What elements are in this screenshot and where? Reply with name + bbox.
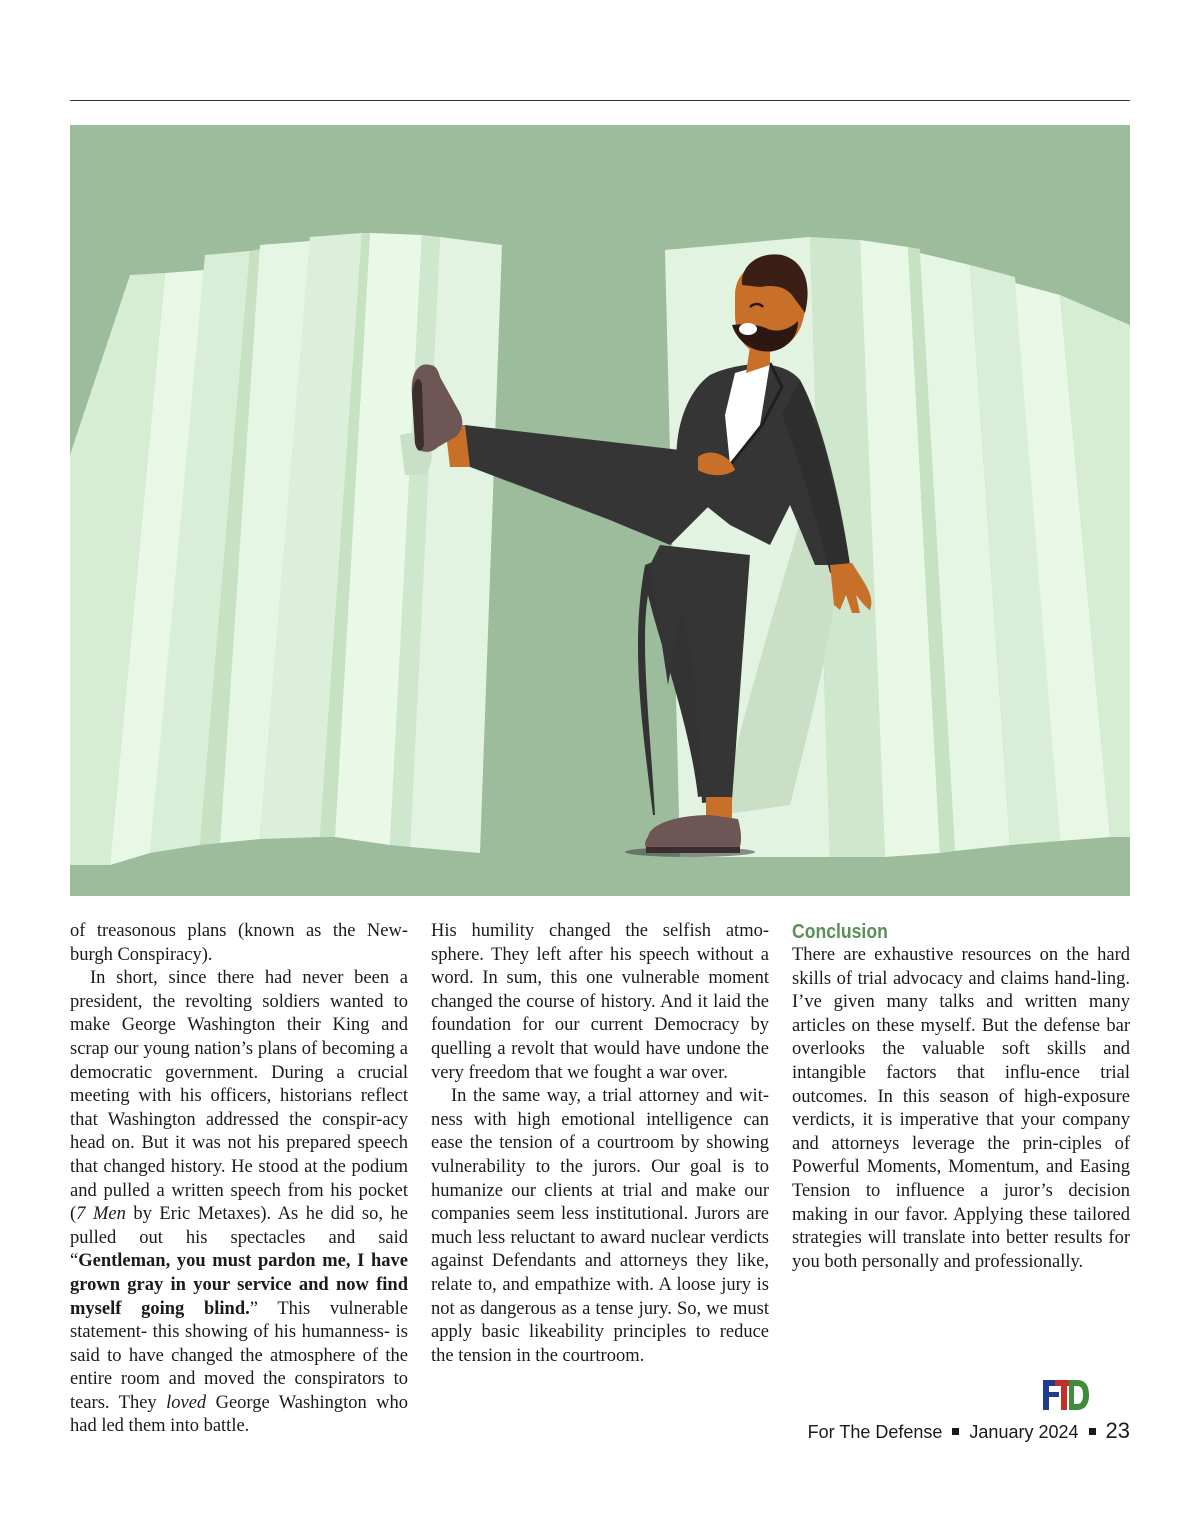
illustration-svg	[70, 125, 1130, 896]
col1-p2-text-4: George Washington who had led them into battle.	[70, 1392, 408, 1437]
col1-paragraph-1: of treasonous plans (known as the New-burgh Conspiracy).	[70, 921, 408, 965]
footer-publication: For The Defense	[807, 1422, 943, 1442]
col3-paragraph-1: There are exhaustive resources on the hard skills of trial advocacy and claims hand-ling. I’ve given many talks and written many articles on these myself. But the defense bar overlooks the valuable soft skills and intangible factors that influ-ence trial outcomes. In this season of high-exposure verdicts, it is imperative that your company and attorneys leverage the prin-ciples of Powerful Moments, Momentum, and Easing Tension to influence a juror’s decision making in our favor. Applying these tailored strategies will translate into better results for you both personally and professionally.	[792, 945, 1130, 1272]
article-illustration	[70, 125, 1130, 896]
col1-p2-book-title: 7 Men	[76, 1204, 126, 1225]
col1-p2-quote: Gentleman, you must pardon me, I have grown gray in your service and now find myself going blind.	[70, 1251, 408, 1319]
footer-date: January 2024	[969, 1422, 1079, 1442]
top-rule	[70, 100, 1130, 101]
col2-paragraph-2: In the same way, a trial attorney and wit-ness with high emotional intelligence can ease the tension of a courtroom by showing vulnerability to the jurors. Our goal is to humanize our clients at trial and make our companies seem less institutional. Jurors are much less reluctant to award nuclear verdicts against Defendants and attorneys they like, relate to, and empathize with. A loose jury is not as dangerous as a tense jury. So, we must apply basic likeability principles to reduce the tension in the courtroom.	[431, 1086, 769, 1366]
ftd-logo-mark	[1043, 1378, 1089, 1412]
col1-p2-text-2: by Eric Metaxes). As he did so, he pulled out his spectacles and said “	[70, 1204, 408, 1272]
text-column-1	[70, 920, 408, 1439]
ftd-logo	[1043, 1378, 1089, 1412]
left-panels	[70, 233, 502, 865]
col2-paragraph-1: His humility changed the selfish atmo-sphere. They left after his speech without a word. In sum, this one vulnerable moment changed the course of history. And it laid the foundation for our current Democracy by quelling a revolt that would have undone the very freedom that we fought a war over.	[431, 921, 769, 1083]
col1-p2-text-1: In short, since there had never been a president, the revolting soldiers wanted to make George Washington their King and scrap our young nation’s plans of becoming a democratic government. During a crucial meeting with his officers, historians reflect that Washington addressed the conspir-acy head on. But it was not his prepared speech that changed history. He stood at the podium and pulled a written speech from his pocket (	[70, 968, 408, 1225]
col1-paragraph-2	[70, 967, 408, 1439]
footer-separator-icon	[952, 1428, 959, 1435]
page-number: 23	[1105, 1418, 1130, 1443]
conclusion-heading: Conclusion	[792, 921, 888, 943]
text-column-3	[792, 920, 1130, 1274]
text-column-2	[431, 920, 769, 1368]
footer-separator-icon	[1089, 1428, 1096, 1435]
page-footer	[808, 1418, 1130, 1444]
col1-p2-emphasis: loved	[166, 1392, 207, 1413]
col1-p2-text-3: ” This vulnerable statement- this showing of his humanness- is said to have changed the atmosphere of the entire room and moved the conspirators to tears. They	[70, 1298, 409, 1413]
